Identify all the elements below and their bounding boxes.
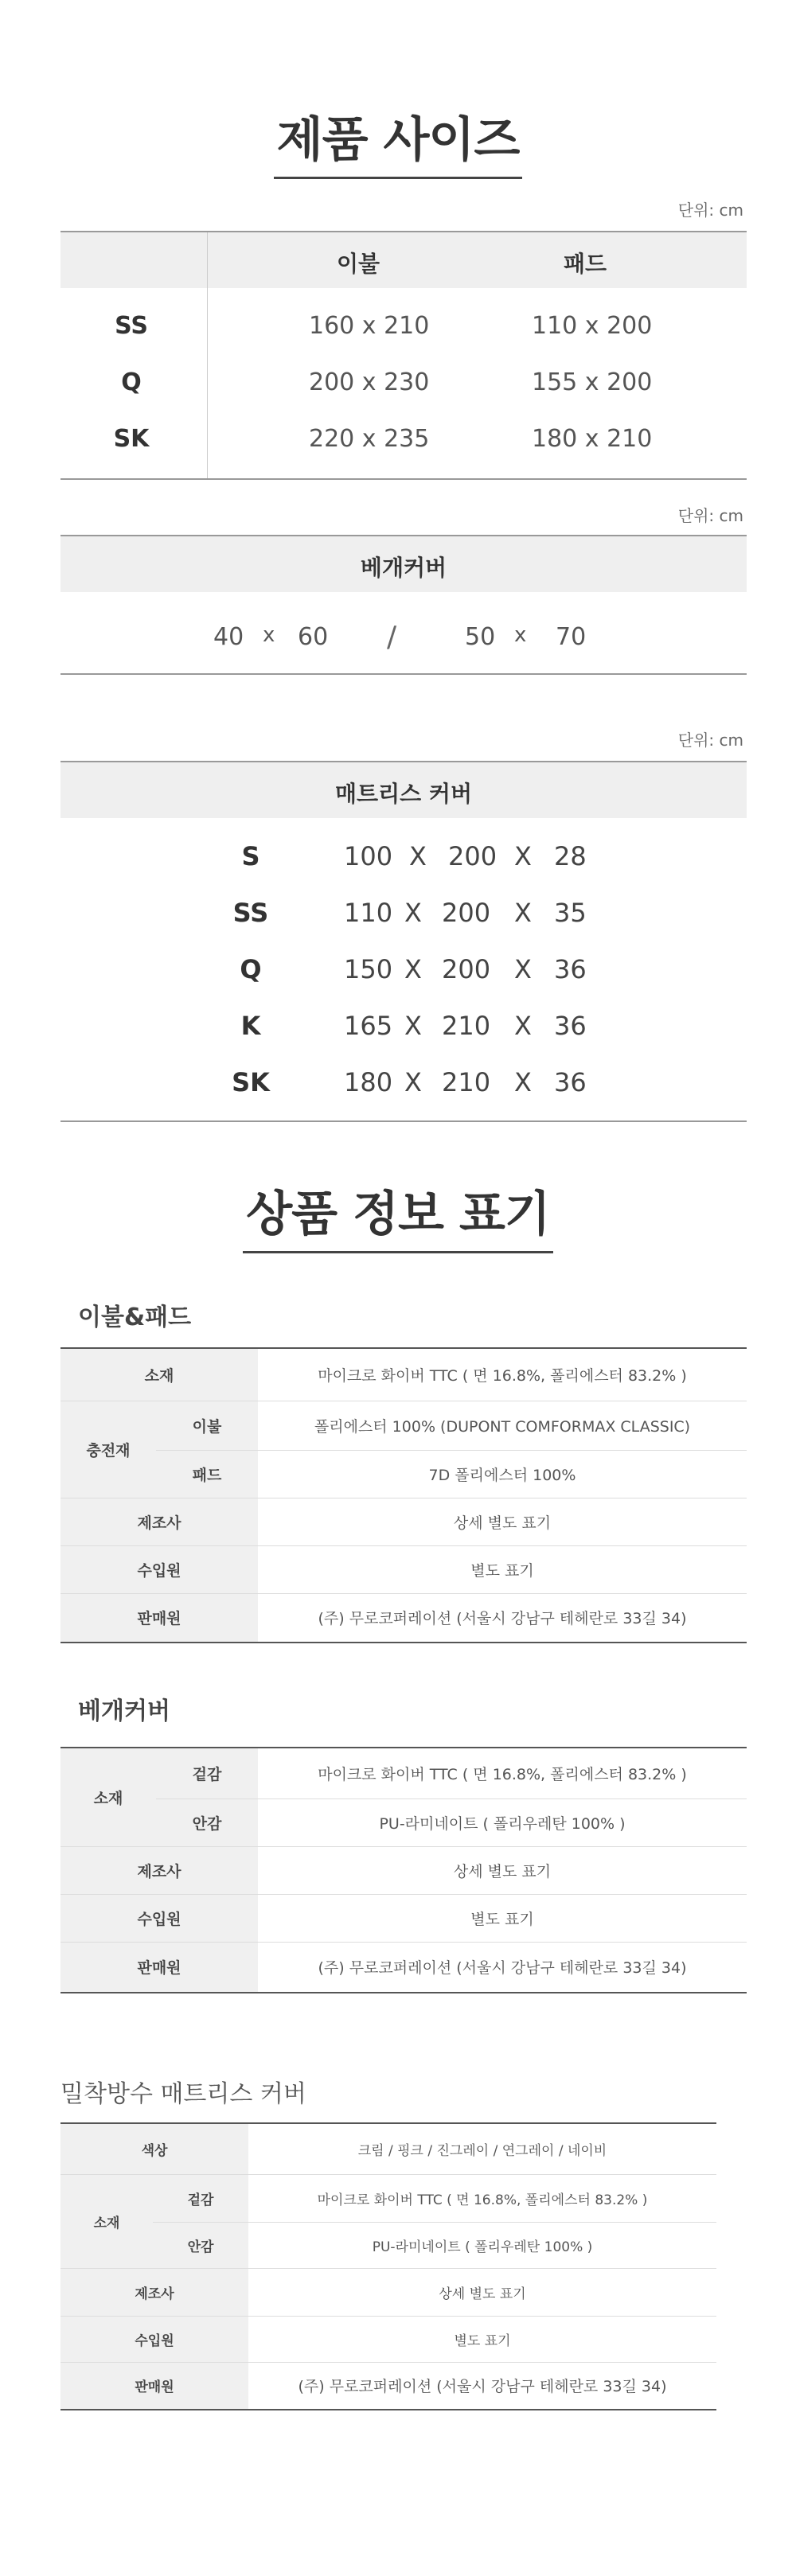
info-value: 마이크로 화이버 TTC ( 면 16.8%, 폴리에스터 83.2% ) [258,1348,747,1401]
mattress-x: X [404,1067,422,1097]
info-value: 별도 표기 [258,1894,747,1942]
size-cell: 180 x 210 [532,425,653,453]
mattress-w: 110 [344,898,393,928]
row-label: SK [113,425,150,453]
pillow-size-h: 70 [556,623,587,651]
info-value: 별도 표기 [258,1545,747,1593]
info-label: 제조사 [60,1498,258,1545]
size-section-title: 제품 사이즈 [0,102,796,179]
table-title: 베개커버 [78,1697,170,1725]
divider [60,478,747,480]
info-value: 크림 / 핑크 / 진그레이 / 연그레이 / 네이비 [248,2123,716,2174]
mattress-h: 36 [554,954,587,984]
mattress-h: 35 [554,898,587,928]
header-blanket: 이불 [336,251,380,277]
info-value: 폴리에스터 100% (DUPONT COMFORMAX CLASSIC) [258,1401,747,1450]
mattress-x: X [514,1067,532,1097]
info-value: (주) 무로코퍼레이션 (서울시 강남구 테헤란로 33길 34) [298,2378,667,2396]
info-label: 제조사 [60,1846,258,1894]
mattress-w: 150 [344,954,393,984]
info-value: PU-라미네이트 ( 폴리우레탄 100% ) [248,2222,716,2268]
divider [60,673,747,675]
table-title: 이불&패드 [78,1304,192,1331]
mattress-w: 165 [344,1011,393,1041]
pillow-separator: / [387,621,397,653]
info-label: 판매원 [60,1942,258,1993]
row-label: SS [232,898,269,928]
info-table-pillow [60,1747,747,1993]
info-sublabel: 안감 [153,2222,248,2268]
pillow-size-x: x [514,623,527,647]
row-label: K [240,1011,261,1041]
info-sublabel: 이불 [156,1401,258,1450]
size-cell: 220 x 235 [309,425,430,453]
info-label: 제조사 [60,2268,248,2316]
mattress-x: X [514,898,532,928]
mattress-x: X [514,841,532,871]
info-label: 판매원 [60,2362,248,2410]
info-value: PU-라미네이트 ( 폴리우레탄 100% ) [258,1799,747,1846]
pillow-size-w: 50 [465,623,496,651]
mattress-l: 200 [448,841,498,871]
info-value: 별도 표기 [248,2316,716,2362]
info-value: 마이크로 화이버 TTC ( 면 16.8%, 폴리에스터 83.2% ) [258,1748,747,1799]
unit-label: 단위: cm [677,201,743,220]
mattress-l: 210 [442,1011,491,1041]
info-sublabel: 겉감 [153,2174,248,2222]
header-mattress: 매트리스 커버 [334,781,473,807]
info-value: 상세 별도 표기 [258,1846,747,1894]
info-sublabel: 패드 [156,1450,258,1498]
size-cell: 155 x 200 [532,368,653,396]
mattress-w: 100 [344,841,393,871]
info-label: 색상 [60,2123,248,2174]
info-value: 상세 별도 표기 [258,1498,747,1545]
table-title: 밀착방수 매트리스 커버 [60,2080,306,2108]
info-label: 소재 [60,1748,156,1846]
info-label: 소재 [60,2174,153,2268]
info-label: 판매원 [60,1593,258,1643]
row-label: SS [115,312,148,340]
mattress-l: 200 [442,954,491,984]
pillow-size-w: 40 [213,623,244,651]
info-value: 마이크로 화이버 TTC ( 면 16.8%, 폴리에스터 83.2% ) [248,2174,716,2222]
info-section-title: 상품 정보 표기 [0,1176,796,1253]
mattress-l: 200 [442,898,491,928]
mattress-x: X [514,1011,532,1041]
row-label: SK [232,1067,270,1097]
info-value: 상세 별도 표기 [248,2268,716,2316]
info-table-mattress [60,2122,716,2410]
pillow-size-h: 60 [298,623,329,651]
mattress-x: X [404,954,422,984]
info-sublabel: 겉감 [156,1748,258,1799]
mattress-h: 28 [554,841,587,871]
mattress-l: 210 [442,1067,491,1097]
mattress-w: 180 [344,1067,393,1097]
info-value: (주) 무로코퍼레이션 (서울시 강남구 테헤란로 33길 34) [318,1610,687,1628]
divider [60,1120,747,1122]
size-cell: 160 x 210 [309,312,430,340]
mattress-x: X [409,841,427,871]
row-label: Q [240,954,262,984]
info-label: 소재 [60,1348,258,1401]
mattress-x: X [404,1011,422,1041]
mattress-h: 36 [554,1067,587,1097]
size-cell: 200 x 230 [309,368,430,396]
unit-label: 단위: cm [677,506,743,525]
mattress-x: X [404,898,422,928]
info-label: 수입원 [60,1545,258,1593]
info-label: 수입원 [60,2316,248,2362]
info-table-bedding [60,1347,747,1643]
header-pad: 패드 [563,251,607,277]
mattress-h: 36 [554,1011,587,1041]
mattress-x: X [514,954,532,984]
info-value: (주) 무로코퍼레이션 (서울시 강남구 테헤란로 33길 34) [318,1959,687,1978]
info-label: 수입원 [60,1894,258,1942]
unit-label: 단위: cm [677,731,743,750]
info-value: 7D 폴리에스터 100% [258,1450,747,1498]
size-cell: 110 x 200 [532,312,653,340]
row-label: S [241,841,260,871]
info-label: 충전재 [60,1401,156,1498]
info-sublabel: 안감 [156,1799,258,1846]
header-pillow: 베개커버 [360,555,447,581]
column-divider [207,232,208,479]
pillow-size-x: x [263,623,275,647]
row-label: Q [121,368,142,396]
